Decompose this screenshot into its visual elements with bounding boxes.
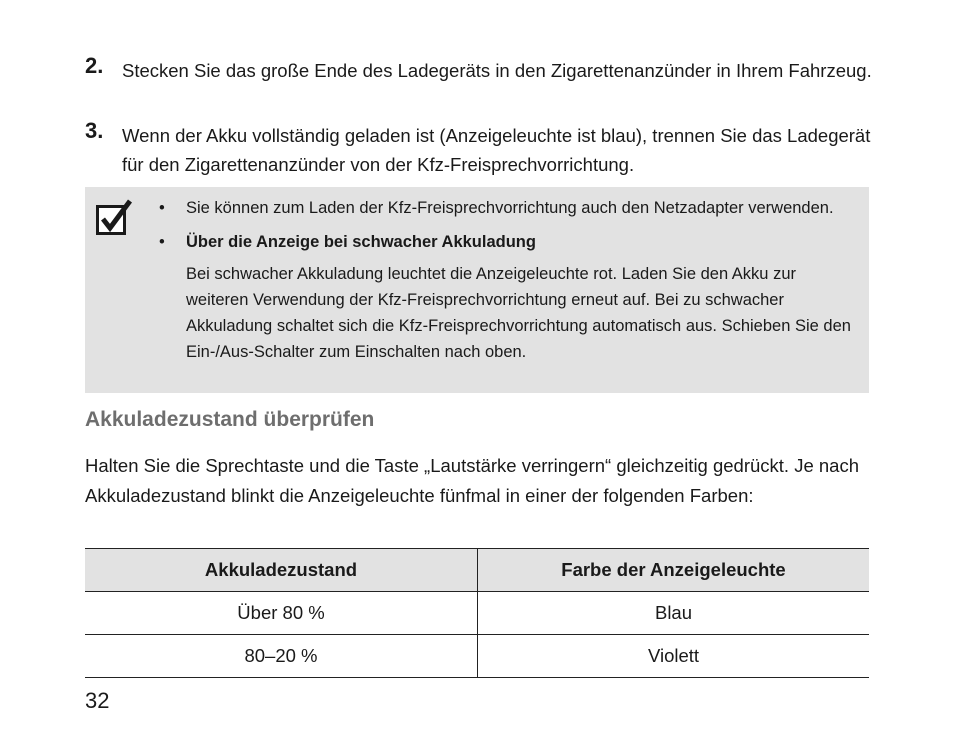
step-3 [85, 118, 875, 179]
page-number: 32 [85, 688, 110, 713]
note-item-title: Über die Anzeige bei schwacher Akkuladung [186, 233, 536, 251]
checkbox-checked-icon [95, 199, 133, 237]
note-item-text: Sie können zum Laden der Kfz-Freisprechvorrichtung auch den Netzadapter verwenden. [186, 199, 834, 217]
step-text: Stecken Sie das große Ende des Ladegeräts in den Zigarettenanzünder in Ihrem Fahrzeug. [122, 60, 872, 81]
bullet: • [159, 199, 165, 217]
table-row [85, 592, 869, 635]
step-number: 2. [85, 53, 104, 78]
note-box [85, 187, 869, 393]
table-cell: Über 80 % [85, 592, 478, 635]
note-item [159, 229, 859, 365]
step-2 [85, 53, 875, 85]
section-heading: Akkuladezustand überprüfen [85, 408, 375, 431]
note-item-text: Bei schwacher Akkuladung leuchtet die Anzeigeleuchte rot. Laden Sie den Akku zur weiteren Verwendung der Kfz-Freisprechvorrichtung erneut auf. Bei zu schwacher Akkuladung schaltet sich die Kfz-Freisprechvorrichtung automatisch aus. Schieben Sie den Ein-/Aus-Schalter zum Einschalten nach oben. [186, 265, 851, 361]
bullet: • [159, 233, 165, 251]
table-header-cell: Farbe der Anzeigeleuchte [478, 549, 870, 592]
table-header-row [85, 549, 869, 592]
step-text: Wenn der Akku vollständig geladen ist (Anzeigeleuchte ist blau), trennen Sie das Ladegerät für den Zigarettenanzünder von der Kfz-Freisprechvorrichtung. [122, 125, 871, 175]
note-list [159, 195, 859, 365]
table-cell: 80–20 % [85, 635, 478, 678]
body-paragraph: Halten Sie die Sprechtaste und die Taste „Lautstärke verringern“ gleichzeitig gedrückt. Je nach Akkuladezustand blinkt die Anzeigeleuchte fünfmal in einer der folgenden Farben: [85, 455, 860, 506]
table-row [85, 635, 869, 678]
note-item [159, 195, 859, 221]
table-cell: Violett [478, 635, 870, 678]
battery-status-table [85, 548, 869, 678]
table-header-cell: Akkuladezustand [85, 549, 478, 592]
table-cell: Blau [478, 592, 870, 635]
step-number: 3. [85, 118, 104, 143]
